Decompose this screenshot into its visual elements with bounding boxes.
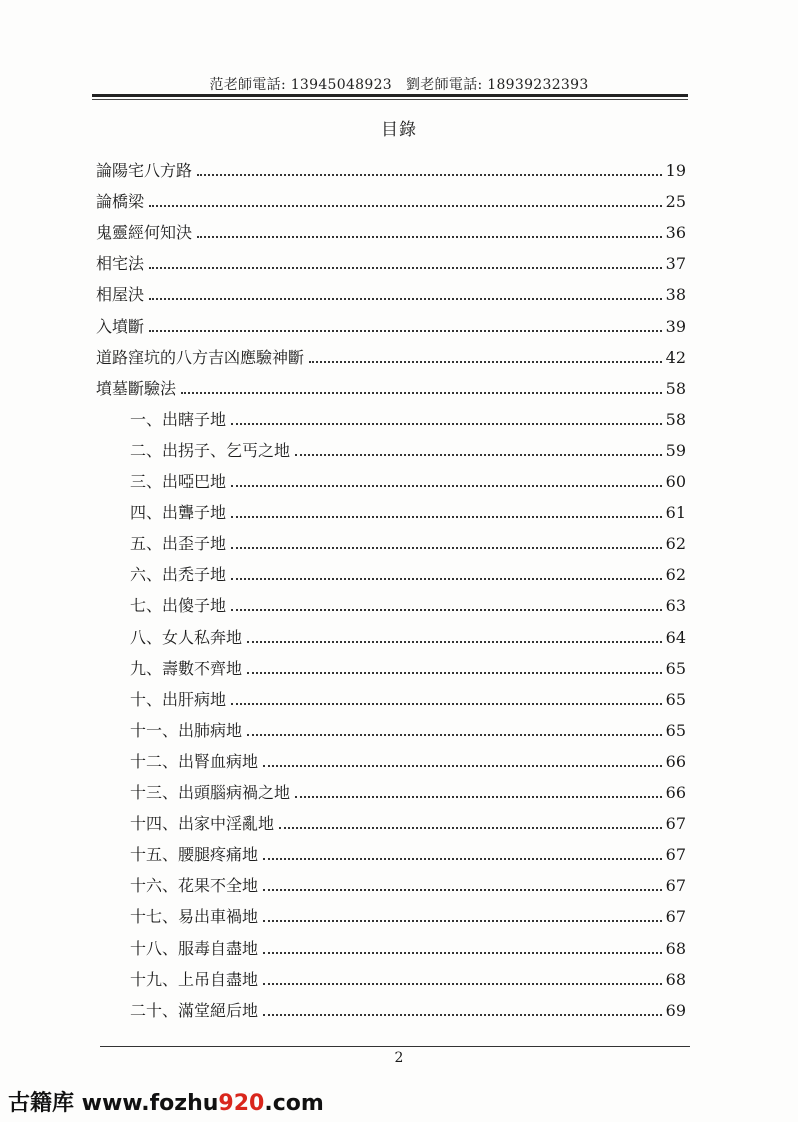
toc-entry-label: 十三、出頭腦病禍之地 [130, 783, 291, 802]
toc-entry-label: 相宅法 [96, 254, 145, 274]
toc-entry-page: 19 [665, 161, 686, 180]
toc-entry [96, 181, 686, 212]
toc-leader-dots [231, 578, 662, 580]
toc-entry [130, 834, 686, 865]
toc-leader-dots [231, 423, 662, 425]
footer-rule [100, 1046, 690, 1047]
header-rule-thick [92, 94, 688, 97]
toc-entry [130, 896, 686, 927]
toc-entry-label: 道路窪坑的八方吉凶應驗神斷 [96, 347, 305, 367]
toc-entry-label: 十一、出肺病地 [130, 720, 243, 740]
toc-entry-label: 四、出聾子地 [130, 503, 227, 523]
toc-entry [130, 617, 686, 648]
toc-entry-label: 十、出肝病地 [130, 689, 227, 709]
toc-leader-dots [263, 952, 662, 954]
toc-entry-page: 65 [665, 720, 686, 740]
toc-entry-label: 八、女人私奔地 [130, 627, 243, 647]
toc-leader-dots [247, 641, 662, 643]
toc-entry-page: 65 [665, 689, 686, 709]
toc-entry [130, 430, 686, 461]
toc-leader-dots [309, 361, 662, 363]
toc-entry-page: 58 [665, 378, 686, 398]
toc-leader-dots [279, 827, 662, 829]
toc-entry-page: 67 [665, 876, 686, 896]
toc-entry-page: 64 [665, 627, 686, 647]
toc-entry-label: 六、出禿子地 [130, 565, 227, 585]
toc-entry [130, 772, 686, 803]
toc-entry-page: 67 [665, 907, 686, 927]
toc-leader-dots [231, 703, 662, 705]
toc-leader-dots [231, 485, 662, 487]
watermark-highlight: 920 [218, 1091, 265, 1116]
toc-leader-dots [263, 920, 662, 922]
toc-leader-dots [263, 889, 662, 891]
toc-entry-label: 入墳斷 [96, 316, 145, 336]
toc-entry [130, 523, 686, 554]
toc-leader-dots [231, 516, 662, 518]
toc-entry [130, 928, 686, 959]
toc-leader-dots [197, 174, 662, 176]
toc-entry-page: 39 [665, 316, 686, 336]
toc-leader-dots [295, 796, 662, 798]
toc-entry [130, 710, 686, 741]
toc-entry [130, 803, 686, 834]
toc-entry-label: 墳墓斷驗法 [96, 378, 177, 398]
toc-entry-page: 62 [665, 565, 686, 585]
toc-entry-label: 二、出拐子、乞丐之地 [130, 440, 291, 460]
toc-entry-label: 九、壽數不齊地 [130, 658, 243, 678]
toc-entry [130, 990, 686, 1021]
toc-leader-dots [263, 983, 662, 985]
toc-entry-page: 60 [665, 472, 686, 491]
toc-entry [96, 306, 686, 337]
toc-entry-page: 65 [665, 658, 686, 678]
toc-entry-page: 25 [665, 192, 686, 212]
toc-leader-dots [149, 330, 662, 332]
toc-title: 目錄 [381, 120, 417, 140]
toc-leader-dots [149, 267, 662, 269]
toc-leader-dots [181, 392, 662, 394]
toc-entry [96, 212, 686, 243]
toc-entry-page: 42 [665, 347, 686, 367]
toc-entry-label: 七、出傻子地 [130, 596, 227, 616]
toc-entry [130, 554, 686, 585]
toc-leader-dots [197, 236, 662, 238]
toc-entry-page: 67 [665, 814, 686, 834]
toc-entry-label: 論陽宅八方路 [96, 161, 193, 180]
toc-entry [130, 492, 686, 523]
toc-leader-dots [149, 205, 662, 207]
toc-entry [130, 865, 686, 896]
page-number: 2 [394, 1050, 404, 1066]
toc-entry-page: 66 [665, 751, 686, 771]
header-rule-thin [92, 99, 688, 100]
toc-leader-dots [263, 765, 662, 767]
toc-entry-label: 十七、易出車禍地 [130, 907, 259, 927]
toc-entry [130, 959, 686, 990]
toc-leader-dots [247, 734, 662, 736]
toc-entry-page: 68 [665, 969, 686, 989]
toc-entry-page: 58 [665, 409, 686, 429]
watermark-suffix: .com [264, 1091, 324, 1116]
watermark-prefix: 古籍库 www.fozhu [8, 1091, 219, 1116]
contact-liu: 劉老師電話: 18939232393 [406, 77, 589, 93]
toc-entry-page: 36 [665, 223, 686, 243]
toc-entry-label: 十八、服毒自盡地 [130, 938, 259, 958]
toc-entry-label: 二十、滿堂絕后地 [130, 1000, 259, 1020]
toc-entry-page: 63 [665, 596, 686, 616]
toc-entry [96, 243, 686, 274]
toc-entry-label: 一、出瞎子地 [130, 409, 227, 429]
toc-entry [130, 648, 686, 679]
toc-entry-page: 38 [665, 285, 686, 305]
toc-leader-dots [247, 672, 662, 674]
toc-entry-label: 十五、腰腿疼痛地 [130, 845, 259, 865]
toc-entry [96, 368, 686, 399]
site-watermark [8, 1086, 324, 1117]
toc-entry-label: 論橋梁 [96, 192, 145, 212]
toc-entry [96, 337, 686, 368]
toc-entry [96, 274, 686, 305]
toc-entry-label: 十四、出家中淫亂地 [130, 814, 275, 834]
toc-entry [130, 399, 686, 430]
toc-entry-page: 67 [665, 845, 686, 865]
toc-entry-label: 三、出啞巴地 [130, 472, 227, 491]
toc-entry [130, 741, 686, 772]
toc-entry [130, 585, 686, 616]
toc-leader-dots [231, 547, 662, 549]
toc-entry-page: 61 [665, 503, 686, 523]
toc-leader-dots [295, 454, 662, 456]
toc-entry-label: 五、出歪子地 [130, 534, 227, 554]
toc-leader-dots [263, 1014, 662, 1016]
toc-entry-label: 十二、出腎血病地 [130, 751, 259, 771]
toc-leader-dots [263, 858, 662, 860]
toc-entry-label: 十九、上吊自盡地 [130, 969, 259, 989]
toc-entry-label: 相屋決 [96, 285, 145, 305]
toc-entry-page: 66 [665, 783, 686, 802]
toc-entry-page: 68 [665, 938, 686, 958]
toc-entry [130, 679, 686, 710]
page-header [0, 74, 798, 94]
toc-entry-label: 鬼靈經何知決 [96, 223, 193, 243]
toc-entry [96, 150, 686, 181]
toc-leader-dots [231, 609, 662, 611]
toc-entry-page: 37 [665, 254, 686, 274]
toc-entry-label: 十六、花果不全地 [130, 876, 259, 896]
toc-entry-page: 59 [665, 440, 686, 460]
toc-leader-dots [149, 298, 662, 300]
contact-fan: 范老師電話: 13945048923 [209, 77, 392, 93]
toc-entry-page: 69 [665, 1000, 686, 1020]
toc-entry-page: 62 [665, 534, 686, 554]
toc-entry [130, 461, 686, 492]
